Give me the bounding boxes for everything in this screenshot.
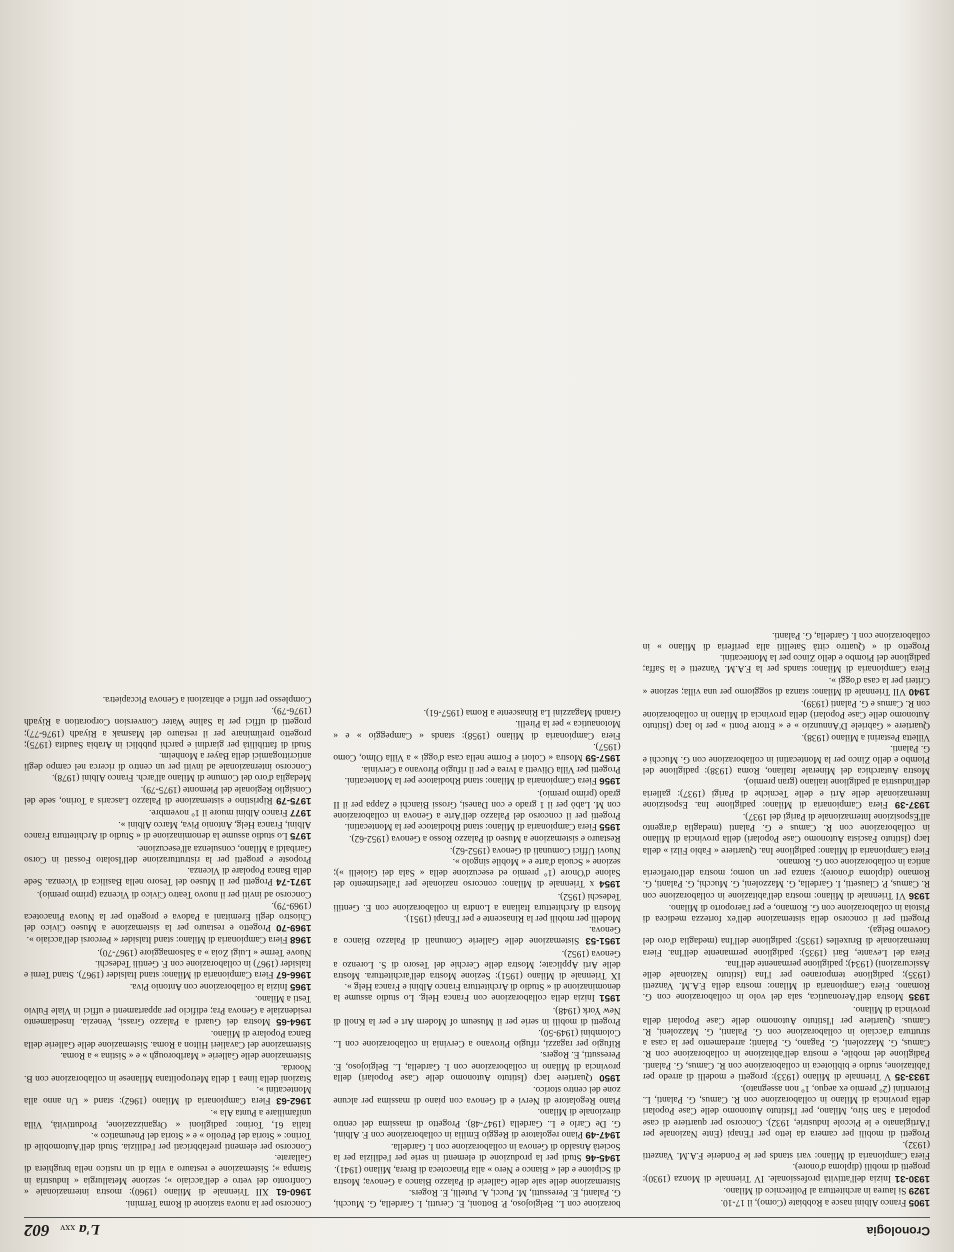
entry-text: borazione con L. Belgiojoso, P. Bottoni, E. Cerutti, I. Gardella, G. Mucchi, G. Palanti, E. Peressutti, M. Pucci, A. Putelli, E. Rogers.	[333, 1186, 621, 1208]
chronology-entry	[24, 1129, 311, 1151]
entry-year: 1947-49	[585, 1128, 621, 1140]
entry-text: Mostra Autarchica del Minerale Italiano, Roma (1938): padiglione del Piombo e dello Zinco per la Montecatini in collaborazione con G. Mucchi e G. Palanti.	[642, 742, 930, 776]
entry-text: Ripristino e sistemazione di Palazzo Lascaris a Torino, sede del Consiglio Regionale del Piemonte (1975-79).	[24, 783, 312, 805]
chronology-entry	[24, 749, 311, 771]
page-number: 602	[24, 1221, 50, 1240]
entry-text: Proposte e progetti per la ristrutturazione dell'Isolato Fossati in Corso Garibaldi a Milano, consulenza all'esecuzione.	[24, 842, 312, 864]
chronology-entry	[24, 1083, 311, 1106]
entry-text: V Triennale di Milano (1933): progetti e modelli di arredo per l'abitazione, studio e biblioteca in collaborazione con R. Camus, G. Palanti. Padiglione del mobile, e mostra dell'abitazione in collaborazione con R. Camus, G. Mazzoleni, G. Pagano, G. Palanti; arredamento per la casa a struttura d'acciaio in collaborazione con G. Palanti, G. Mazzoleni, R. Camus. Quartiere per l'Istituto Autonomo delle Case Popolari della provincia di Milano.	[642, 1003, 930, 1081]
chronology-entry	[333, 946, 620, 980]
chronology-entry	[24, 818, 311, 841]
entry-year: 1962-63	[276, 1095, 312, 1107]
entry-year: 1964-65	[276, 1015, 312, 1027]
entry-text: Nuovi Uffici Comunali di Genova (1952-62).	[450, 844, 621, 855]
chronology-entry	[24, 693, 311, 704]
chronology-entry	[24, 887, 311, 898]
entry-text: Si laurea in architettura al Politecnico di Milano.	[723, 1184, 907, 1195]
entry-year: 1957-59	[585, 752, 621, 764]
entry-text: Fiera Campionaria di Milano: stand Italsider (1967). Stand Terni e Italsider (1967) in collaborazione con F. Gentili Tedeschi.	[24, 957, 312, 979]
chronology-entry	[24, 864, 311, 887]
entry-text: Fiera Campionaria di Milano: padiglione Ina. Quartiere « Fabio Filzi » della Iacp (Istituto Fascista Autonomo Case Popolari) della provincia di Milano in collaborazione con R. Camus e G. Palanti (medaglia d'argento all'Esposizione Internazionale di Parigi del 1937).	[642, 811, 930, 855]
chronology-entry	[24, 842, 311, 864]
entry-text: Concorso per elementi prefabbricati per l'edilizia. Studi dell'Automobile di Torino: « Storia del Petrolio » e « Storia del Pneumatico ».	[24, 1129, 312, 1151]
chronology-entry	[333, 1186, 620, 1208]
chronology-entry	[643, 1160, 930, 1183]
entry-text: Quartiere « Gabriele D'Annunzio » e « Ettore Ponti » per lo Iacp (Istituto Autonomo delle Case Popolari) della provincia di Milano in collaborazione con R. Camus e G. Palanti (1939).	[642, 698, 930, 731]
text-column-1	[643, 12, 930, 1208]
entry-text: Fiera Campionaria di Milano: padiglione Ina. Esposizione Internazionale delle Arti e delle Tecniche di Parigi (1937): galleria dell'industria al padiglione italiano (gran premio).	[642, 776, 930, 809]
entry-year: 1955	[599, 821, 621, 833]
entry-year: 1936	[908, 889, 930, 901]
entry-text: Inizia la collaborazione con Antonio Piva.	[129, 981, 288, 992]
entry-year: 1937-39	[894, 798, 930, 810]
chronology-entry	[333, 980, 620, 1003]
chronology-entry	[333, 1048, 620, 1083]
folio	[24, 1220, 100, 1240]
chronology-entry	[24, 992, 311, 1027]
entry-text: Fiera Campionaria di Milano (1962): stand « Un anno alla Montecatini ».	[24, 1083, 312, 1106]
chronology-entry	[24, 945, 311, 956]
entry-text: Fiera Campionaria di Milano: stand Italsider « Percorsi dell'acciaio ».	[26, 934, 288, 945]
chronology-entry	[333, 1026, 620, 1048]
chronology-entry	[24, 899, 311, 934]
chronology-entry	[643, 923, 930, 957]
entry-year: 1951-53	[585, 935, 621, 947]
chronology-entry	[24, 957, 311, 980]
entry-text: Complesso per uffici e abitazioni a Genova Piccapietra.	[102, 694, 312, 705]
entry-year: 1956	[599, 775, 621, 787]
chronology-entry	[643, 697, 930, 731]
chronology-entry	[333, 844, 620, 855]
entry-year: 1940	[908, 685, 930, 697]
entry-text: Progetti per il Museo del Tesoro nella Basilica di Vicenza. Sede della Banca Popolare di Vicenza.	[24, 865, 312, 887]
chronology-entry	[24, 933, 311, 945]
chronology-entry	[333, 786, 620, 820]
entry-text: Progetto di « Quattro città Satelliti alla periferia di Milano » in collaborazione con I. Gardella, G. Palanti.	[642, 629, 930, 652]
chronology-entry	[24, 1027, 311, 1049]
chronology-entry	[24, 1197, 311, 1208]
chronology-entry	[643, 855, 930, 901]
entry-text: Concorso ad inviti per il nuovo Teatro Civico di Vicenza (primo premio).	[36, 888, 312, 899]
chronology-entry	[24, 1060, 311, 1082]
entry-text: XII Triennale di Milano (1960): mostra internazionale « Confronto del vetro e dell'acciaio »; sezione Metallurgia « Industria in Stampa »; Sistemazione e restauro a villa di un rustico nella brughiera di Gallarate.	[24, 1152, 312, 1196]
entry-text: Progetti di mobili per camera da letto per l'Enapi (Ente Nazionale per l'Artigianato e le Piccole Industrie, 1932). Concorso per quartiere di case popolari a San Siro, Milano, per l'Istituto Autonomo delle Case Popolari della provincia di Milano in collaborazione con R. Camus, G. Palanti, L. Fiorentini (2° premio ex aequo, 1° non assegnato).	[642, 1082, 930, 1138]
chronology-entry	[643, 651, 930, 673]
entry-text: Concorso per la nuova stazione di Roma Termini.	[125, 1198, 312, 1208]
entry-text: Italia 61, Torino: padiglioni « Organizzazione, Produttività, Villa unifamiliare a Punta Ala ».	[24, 1107, 312, 1129]
chronology-entry	[333, 763, 620, 774]
chronology-entry	[643, 730, 930, 741]
entry-year: 1935	[908, 991, 930, 1003]
entry-text: Piano Regolatore di Nervi e di Genova con piano di massima per alcune zone del centro storico.	[333, 1083, 621, 1106]
chronology-entry	[643, 629, 930, 651]
entry-year: 1971-74	[276, 876, 312, 888]
entry-text: Restauro e sistemazione a Museo di Palazzo Rosso a Genova (1952-62).	[349, 833, 621, 844]
section-title: Cronologia	[866, 1224, 930, 1238]
entry-text: Concorso internazionale ad inviti per un centro di ricerca nel campo degli anticrittogamici della Bayer a Monheim.	[24, 750, 312, 772]
entry-year: 1966-67	[276, 968, 312, 980]
entry-text: Sistemazione delle Gallerie « Marlborough » e « Sistina » a Roma.	[60, 1050, 312, 1061]
chronology-entry	[643, 957, 930, 1003]
chronology-entry	[333, 1163, 620, 1185]
entry-text: Mostra « Colori e Forme nella casa d'oggi » a Villa Olmo, Como (1957).	[333, 740, 621, 763]
entry-year: 1977	[290, 807, 312, 819]
chronology-entry	[333, 1105, 620, 1140]
entry-text: Franco Albini nasce a Robbiate (Como), il 17-10.	[720, 1197, 907, 1207]
entry-year: 1929	[908, 1184, 930, 1196]
entry-year: 1969-70	[276, 922, 312, 934]
entry-text: Mostra dell'Aeronautica, sala del volo in collaborazione con G. Romano. Fiera Campionaria di Milano: mostra della F.A.M. Vanzetti (1935); padiglione temporaneo per l'Ina (Istituto Nazionale delle Assicurazioni) (1934); padiglione permanente dell'Ina.	[642, 957, 930, 1002]
entry-text: Fiera Campionaria di Milano: stands per la F.A.M. Vanzetti e la Saffa; padiglione del Piombo e dello Zinco per la Montecatini.	[642, 652, 930, 674]
chronology-entry	[333, 832, 620, 843]
entry-text: Progetti per Villa Olivetti a Ivrea e per il rifugio Pirovano a Cervinia.	[361, 764, 621, 775]
chronology-entry	[643, 810, 930, 855]
entry-text: Stazioni della linea 1 della Metropolitana Milanese in collaborazione con B. Noorda.	[24, 1061, 312, 1083]
entry-year: 1968	[290, 934, 312, 946]
entry-text: VI Triennale di Milano: mostra dell'abitazione in collaborazione con R. Camus, P. Clausetti, I. Gardella, G. Mazzoleni, G. Mucchi, G. Palanti, G. Romano (diploma d'onore); stanza per un uomo; mostra dell'oreficeria antica in collaborazione con G. Romano.	[642, 855, 930, 900]
chronology-entry	[333, 912, 620, 923]
entry-text: Inizia dell'attività professionale. IV Triennale di Monza (1930): progetti di mobili (diploma d'onore).	[642, 1161, 930, 1183]
entry-year: 1930-31	[894, 1172, 930, 1184]
entry-text: Rifugio per ragazzi, rifugio Pirovano a Cervinia in collaborazione con L. Colombini (1949-50).	[333, 1026, 621, 1049]
entry-text: Fiera Campionaria di Milano: vari stands per le Fonderie F.A.M. Vanzetti (1932).	[642, 1138, 930, 1161]
entry-text: IX Triennale di Milano (1951): Sezione Mostra dell'architettura. Mostra delle Arti Applicate; Mostra delle Cerchie del Tesoro di S. Lorenzo a Genova (1952).	[333, 947, 621, 980]
entry-text: Fiera del Levante, Bari (1935): padiglione permanente dell'Ina. Fiera Internazionale di Bruxelles (1935): padiglione dell'Ina (medaglia d'oro del Governo Belga).	[642, 924, 930, 957]
chronology-entry	[333, 717, 620, 739]
chronology-entry	[643, 1138, 930, 1160]
text-columns	[24, 12, 930, 1208]
entry-text: Quartiere Iacp (Istituto Autonomo delle Case Popolari) della provincia di Milano in collaborazione con I. Gardella, L. Belgiojoso, E. Peressutti, E. Rogers.	[333, 1049, 621, 1082]
issue-number: xxv	[60, 1222, 76, 1233]
entry-year: 1933-35	[894, 1070, 930, 1082]
chronology-entry	[643, 775, 930, 810]
entry-year: 1950	[599, 1071, 621, 1083]
entry-year: 1945-46	[585, 1152, 621, 1164]
chronology-entry	[333, 923, 620, 946]
chronology-entry	[643, 1002, 930, 1081]
chronology-entry	[24, 1106, 311, 1128]
entry-text: Progetti per il concorso della sistemazione dell'ex fortezza medicea di Pistoia in collaborazione con G. Romano, e per l'aeroporto di Milano.	[642, 901, 930, 923]
chronology-entry	[24, 980, 311, 992]
entry-text: Progetti per il concorso del Palazzo dell'Arte a Genova in collaborazione con M. Labò per il 1 grado e con Danesi, Grossi Bianchi e Zappa per il II grado (primo premio).	[333, 787, 621, 821]
chronology-entry	[643, 742, 930, 776]
chronology-entry	[333, 820, 620, 832]
entry-text: Mostra dei Guardi a Palazzo Grassi, Venezia. Insediamento residenziale a Genova Pra; edificio per appartamenti e uffici in Viale Fulvio Testi a Milano.	[24, 993, 312, 1026]
chronology-entry	[643, 1196, 930, 1208]
chronology-entry	[24, 782, 311, 805]
chronology-entry	[24, 704, 311, 749]
text-column-2	[333, 12, 620, 1208]
entry-year: 1951	[599, 992, 621, 1004]
entry-text: Lo studio assume la denominazione di « Studio di Architettura Franco Albini, Franca Helg, Antonio Piva, Marco Albini ».	[24, 819, 312, 841]
chronology-entry	[643, 901, 930, 923]
entry-year: 1954	[599, 878, 621, 890]
entry-text: Progetto e restauro per la sistemazione a Museo Civico del Chiostro degli Eremitani a Padova e progetto per la Nuova Pinacoteca (1969-79).	[24, 899, 312, 933]
chronology-entry	[333, 1003, 620, 1025]
entry-text: x Triennale di Milano: concorso nazionale per l'allestimento del Salone d'Onore (1° premio ed esecuzione della « Sala dei Gioielli »); sezione « Scuola d'arte e « Mobile singolo ».	[333, 855, 621, 889]
page-header	[24, 1217, 930, 1240]
entry-text: Fiera Campionaria di Milano: stand Rhodiatoce per la Montecatini.	[344, 775, 597, 786]
magazine-title: L'a	[79, 1221, 100, 1237]
chronology-entry	[24, 1049, 311, 1060]
entry-text: Sistemazione del Cavalieri Hilton a Roma. Sistemazione delle Gallerie della Banca Popolare di Milano.	[24, 1027, 312, 1050]
chronology-entry	[333, 1140, 620, 1163]
entry-text: Mostra di Architettura Italiana a Londra in collaborazione con E. Gentili Tedeschi (1952).	[333, 890, 621, 912]
entry-text: Franco Albini muore il 1° novembre.	[149, 807, 288, 818]
entry-text: Studi per la produzione di elementi in serie per l'edilizia per la Società Ansaldo di Genova in collaborazione con I. Gardella.	[333, 1140, 621, 1163]
entry-text: Villetta Pestarini a Milano (1938).	[801, 731, 930, 742]
entry-year: 1975	[290, 830, 312, 842]
chronology-entry	[333, 706, 620, 717]
entry-year: 1960-61	[276, 1185, 312, 1197]
chronology-entry	[24, 1151, 311, 1197]
entry-text: Studi di fattibilità per giardini e parchi pubblici in Arabia Saudita (1975); progetto preliminare per il restauro del Masmak a Riyadh (1976-77); progetti di uffici per la Saline Water Conversion Corporation a Riyadh (1976-79).	[24, 705, 312, 749]
entry-text: Nuove Terme « Luigi Zoia » a Salsomaggiore (1967-70).	[97, 946, 312, 957]
entry-year: 1905	[908, 1197, 930, 1208]
chronology-entry	[333, 889, 620, 911]
entry-text: Fiera Campionaria di Milano: stand Rhodiatoce per la Montecatini.	[344, 821, 597, 832]
entry-text: Medaglia d'oro del Comune di Milano all'arch. Franco Albini (1978).	[52, 772, 312, 783]
entry-year: 1965	[290, 981, 312, 993]
chronology-entry	[333, 855, 620, 890]
chronology-entry	[643, 1184, 930, 1196]
entry-text: Piano regolatore di Reggio Emilia in collaborazione con F. Albini, G. De Carlo e L. Gardella (1947-48). Progetto di massima del centro direzionale di Milano.	[333, 1106, 621, 1139]
entry-text: Progetti di mobili in serie per il Museum of Modern Art e per la Knoll di New York (1948).	[333, 1004, 621, 1026]
chronology-entry	[333, 1083, 620, 1105]
entry-text: Modelli per mobili per la Rinascente e per l'Enapi (1951).	[403, 912, 621, 923]
text-column-3	[24, 12, 311, 1208]
chronology-entry	[643, 1082, 930, 1138]
chronology-entry	[333, 774, 620, 786]
entry-text: VII Triennale di Milano: stanza di soggiorno per una villa; sezione « Criteri per la casa d'oggi ».	[642, 674, 930, 696]
entry-text: Sistemazione delle sale delle Gallerie di Palazzo Bianco a Genova; Mostra di Scipione e del « Bianco e Nero » alla Pinacoteca di Brera, Milano (1941).	[333, 1164, 621, 1186]
chronology-entry	[24, 806, 311, 818]
chronology-entry	[643, 673, 930, 696]
entry-text: Fiera Campionaria di Milano (1958): stands « Campeggio » e « Motonautica » per la Pirelli.	[333, 718, 621, 740]
entry-text: Inizia della collaborazione con Franca Helg. Lo studio assume la denominazione di « Studio di Architettura Franco Albini e Franca Helg ».	[333, 981, 621, 1003]
chronology-entry	[24, 771, 311, 782]
chronology-entry	[333, 740, 620, 763]
entry-text: Grandi Magazzini La Rinascente a Roma (1957-61).	[423, 707, 621, 718]
entry-year: 1975-79	[276, 794, 312, 806]
entry-text: Sistemazione delle Gallerie Comunali di Palazzo Bianco a Genova.	[333, 924, 621, 946]
